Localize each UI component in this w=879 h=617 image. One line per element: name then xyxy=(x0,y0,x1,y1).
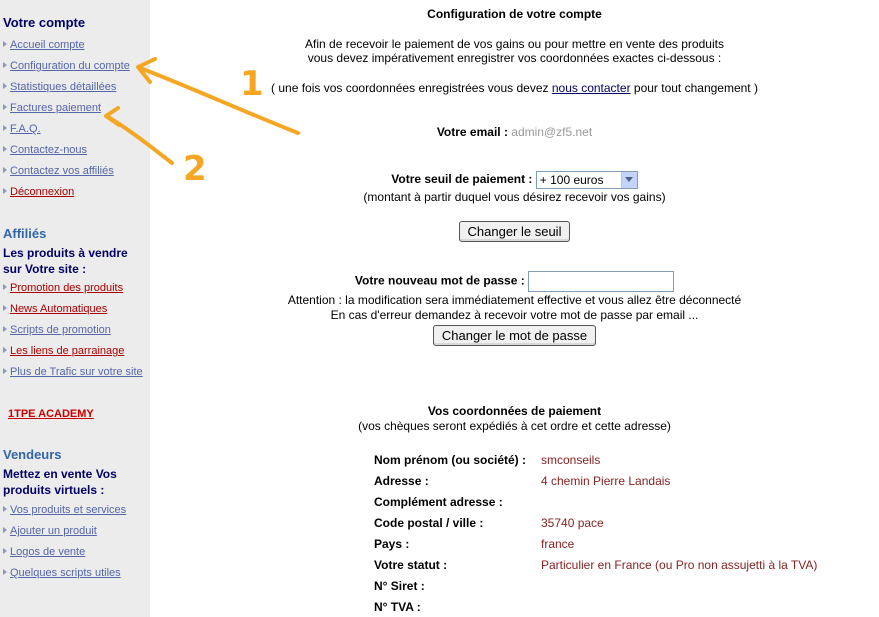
arrow-icon xyxy=(3,188,7,194)
affiliates-section-title: Affiliés xyxy=(3,226,47,241)
threshold-select[interactable]: + 100 euros xyxy=(536,171,638,189)
payment-subtitle: (vos chèques seront expédiés à cet ordre et cette adresse) xyxy=(358,419,671,433)
arrow-icon xyxy=(3,368,7,374)
password-button-wrap xyxy=(150,325,879,346)
payment-label-address: Adresse : xyxy=(374,474,429,488)
arrow-icon xyxy=(3,347,7,353)
sidebar-item-factures[interactable]: Factures paiement xyxy=(3,102,101,114)
sidebar-item-logos[interactable]: Logos de vente xyxy=(3,546,85,558)
arrow-icon xyxy=(3,104,7,110)
contact-link[interactable]: nous contacter xyxy=(551,81,631,95)
annotation-marker-1: 1 xyxy=(240,64,264,104)
sidebar-item-logout[interactable]: Déconnexion xyxy=(3,186,74,198)
page-title: Configuration de votre compte xyxy=(427,7,602,21)
password-warning-2: En cas d'erreur demandez à recevoir votre mot de passe par email ... xyxy=(330,308,699,322)
arrow-icon xyxy=(3,326,7,332)
change-threshold-button[interactable]: Changer le seuil xyxy=(459,221,571,242)
payment-label-address2: Complément adresse : xyxy=(374,495,503,509)
sidebar-item-referral[interactable]: Les liens de parrainage xyxy=(3,345,124,357)
payment-label-name: Nom prénom (ou société) : xyxy=(374,453,527,467)
arrow-icon xyxy=(3,146,7,152)
arrow-icon xyxy=(3,305,7,311)
payment-title: Vos coordonnées de paiement xyxy=(427,404,602,418)
vendors-subtitle: Mettez en vente Vos produits virtuels : xyxy=(3,467,117,497)
arrow-icon xyxy=(3,83,7,89)
sidebar-item-scripts-utiles[interactable]: Quelques scripts utiles xyxy=(3,567,121,579)
sidebar xyxy=(0,0,150,617)
payment-value-status: Particulier en France (ou Pro non assujetti à la TVA) xyxy=(541,558,818,572)
arrow-icon xyxy=(3,41,7,47)
payment-value-address: 4 chemin Pierre Landais xyxy=(541,474,671,488)
intro-line-1: Afin de recevoir le paiement de vos gains ou pour mettre en vente des produits xyxy=(305,37,724,51)
sidebar-item-traffic[interactable]: Plus de Trafic sur votre site xyxy=(3,366,143,378)
threshold-hint: (montant à partir duquel vous désirez recevoir vos gains) xyxy=(363,190,666,204)
sidebar-item-accueil[interactable]: Accueil compte xyxy=(3,39,85,51)
email-value: admin@zf5.net xyxy=(511,125,593,139)
arrow-icon xyxy=(3,62,7,68)
arrow-icon xyxy=(3,167,7,173)
threshold-row xyxy=(150,171,879,189)
arrow-icon xyxy=(3,284,7,290)
arrow-icon xyxy=(3,569,7,575)
sidebar-item-promotion[interactable]: Promotion des produits xyxy=(3,282,123,294)
sidebar-item-add-product[interactable]: Ajouter un produit xyxy=(3,525,97,537)
threshold-button-wrap xyxy=(150,221,879,242)
sidebar-item-faq[interactable]: F.A.Q. xyxy=(3,123,41,135)
change-password-button[interactable]: Changer le mot de passe xyxy=(433,325,596,346)
notice: ( une fois vos coordonnées enregistrées vous devez nous contacter pour tout changement ) xyxy=(271,81,758,95)
threshold-label: Votre seuil de paiement : xyxy=(391,172,533,187)
password-input[interactable] xyxy=(528,271,674,292)
arrow-icon xyxy=(3,527,7,533)
sidebar-item-contact-affiliates[interactable]: Contactez vos affiliés xyxy=(3,165,114,177)
arrow-icon xyxy=(3,506,7,512)
payment-label-zip: Code postal / ville : xyxy=(374,516,484,530)
main-content xyxy=(150,0,879,617)
payment-value-country: france xyxy=(541,537,575,551)
intro-line-2: vous devez impérativement enregistrer vos coordonnées exactes ci-dessous : xyxy=(307,51,722,65)
sidebar-item-my-products[interactable]: Vos produits et services xyxy=(3,504,126,516)
password-label: Votre nouveau mot de passe : xyxy=(354,273,525,288)
payment-label-tva: N° TVA : xyxy=(374,600,421,614)
payment-label-country: Pays : xyxy=(374,537,410,551)
payment-label-status: Votre statut : xyxy=(374,558,448,572)
sidebar-item-contact[interactable]: Contactez-nous xyxy=(3,144,87,156)
payment-value-zip: 35740 pace xyxy=(541,516,604,530)
arrow-icon xyxy=(3,125,7,131)
sidebar-item-statistiques[interactable]: Statistiques détaillées xyxy=(3,81,116,93)
academy-link[interactable]: 1TPE ACADEMY xyxy=(8,408,94,420)
password-warning-1: Attention : la modification sera immédiatement effective et vous allez être déconnecté xyxy=(287,293,742,307)
account-section-title: Votre compte xyxy=(3,15,86,30)
affiliates-subtitle: Les produits à vendre sur Votre site : xyxy=(3,246,128,276)
arrow-icon xyxy=(3,548,7,554)
payment-value-name: smconseils xyxy=(541,453,601,467)
sidebar-item-news[interactable]: News Automatiques xyxy=(3,303,107,315)
annotation-marker-2: 2 xyxy=(183,149,207,189)
password-row xyxy=(150,271,879,292)
chevron-down-icon[interactable] xyxy=(621,172,637,188)
email-label: Votre email : xyxy=(436,125,508,139)
sidebar-item-configuration[interactable]: Configuration du compte xyxy=(3,60,130,72)
sidebar-item-scripts[interactable]: Scripts de promotion xyxy=(3,324,111,336)
payment-label-siret: N° Siret : xyxy=(374,579,425,593)
email-row xyxy=(150,125,879,139)
vendors-section-title: Vendeurs xyxy=(3,447,62,462)
